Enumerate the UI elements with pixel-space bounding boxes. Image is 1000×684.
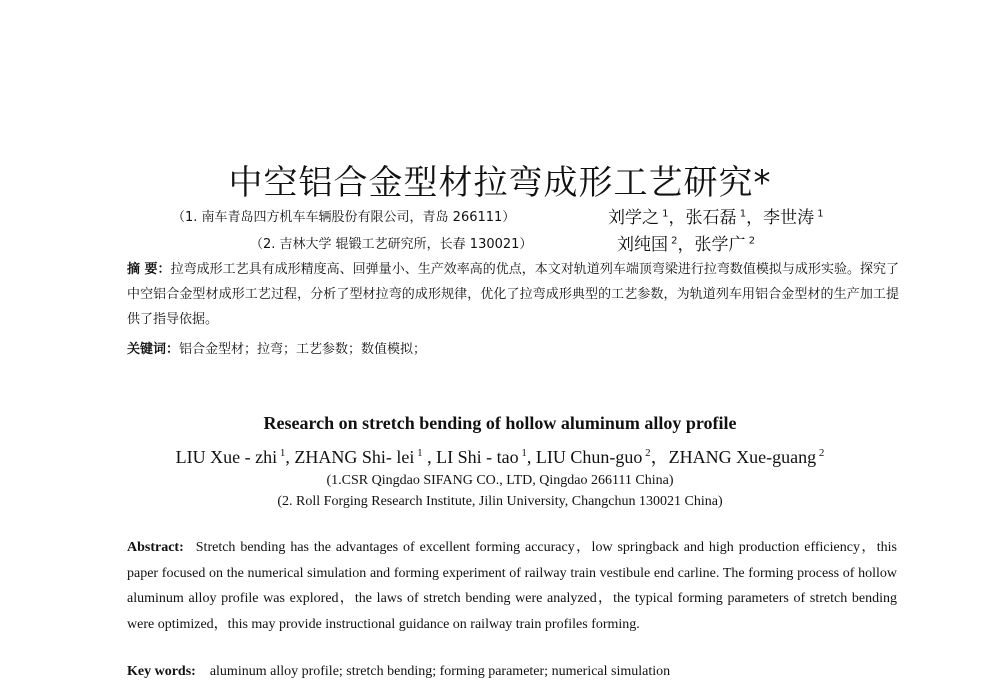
author-affiliation-mark: 1 [659, 208, 669, 220]
author-name: ZHANG Shi- lei [294, 447, 415, 467]
author-affiliation-mark: 2 [642, 447, 651, 459]
author-separator: ， [650, 447, 669, 467]
chinese-affiliation-1: （1. 南车青岛四方机车车辆股份有限公司，青岛 266111） [172, 210, 516, 225]
author-name: 张学广 [694, 235, 746, 255]
author-affiliation-mark: 2 [745, 235, 756, 247]
author-separator: , [285, 447, 295, 467]
chinese-abstract-label: 摘 要： [127, 262, 171, 277]
chinese-authors-line-2 [617, 230, 755, 255]
english-affiliation-1: (1.CSR Qingdao SIFANG CO., LTD, Qingdao 266111 China) [326, 473, 674, 488]
chinese-keywords-label: 关键词： [127, 342, 180, 357]
chinese-keywords [127, 338, 426, 357]
chinese-abstract-text: 拉弯成形工艺具有成形精度高、回弹量小、生产效率高的优点，本文对轨道列车端顶弯梁进行拉弯数值模拟与成形实验。探究了中空铝合金型材成形工艺过程，分析了型材拉弯的成形规律，优化了拉弯成形典型的工艺参数，为轨道列车用铝合金型材的生产加工提供了指导依据。 [127, 262, 899, 327]
english-keywords [127, 664, 670, 680]
english-keywords-text: aluminum alloy profile; stretch bending; forming parameter; numerical simulation [209, 664, 671, 679]
english-affiliation-2: (2. Roll Forging Research Institute, Jilin University, Changchun 130021 China) [277, 494, 723, 509]
chinese-title: 中空铝合金型材拉弯成形工艺研究* [228, 162, 772, 203]
author-separator: ， [677, 235, 695, 255]
author-separator: , [422, 447, 437, 467]
author-affiliation-mark: 2 [816, 447, 825, 459]
author-affiliation-mark: 1 [518, 447, 527, 459]
author-name: 李世涛 [763, 208, 815, 228]
author-affiliation-mark: 1 [736, 208, 747, 220]
english-abstract-text: Stretch bending has the advantages of excellent forming accuracy，low springback and high production efficiency，this paper focused on the numerical simulation and forming experiment of railway train vestibule end carline. The forming process of hollow aluminum alloy profile was explored，the laws of stretch bending were analyzed，the typical forming parameters of stretch bending were optimized，this may provide instructional guidance on railway train profiles forming. [127, 540, 897, 632]
english-keywords-label: Key words: [127, 664, 196, 679]
chinese-authors-line-1 [608, 203, 824, 228]
author-affiliation-mark: 2 [668, 235, 678, 247]
author-separator: , [526, 447, 536, 467]
author-name: 张石磊 [685, 208, 737, 228]
author-affiliation-mark: 1 [814, 208, 824, 220]
english-authors [0, 443, 1000, 469]
author-name: 刘学之 [608, 208, 659, 228]
author-separator: ， [746, 208, 764, 228]
author-name: ZHANG Xue-guang [668, 447, 817, 467]
author-name: 刘纯国 [617, 235, 668, 255]
author-affiliation-mark: 1 [277, 447, 286, 459]
author-name: LIU Chun-guo [535, 447, 643, 467]
chinese-abstract [127, 257, 899, 332]
chinese-keywords-text: 铝合金型材；拉弯；工艺参数；数值模拟； [179, 342, 427, 357]
english-abstract [127, 535, 897, 637]
english-title: Research on stretch bending of hollow aluminum alloy profile [263, 413, 737, 433]
author-name: LI Shi - tao [436, 447, 519, 467]
chinese-affiliation-2: （2. 吉林大学 辊锻工艺研究所，长春 130021） [250, 237, 533, 252]
english-abstract-label: Abstract: [127, 540, 184, 555]
author-name: LIU Xue - zhi [175, 447, 278, 467]
author-separator: ， [668, 208, 686, 228]
author-affiliation-mark: 1 [414, 447, 423, 459]
